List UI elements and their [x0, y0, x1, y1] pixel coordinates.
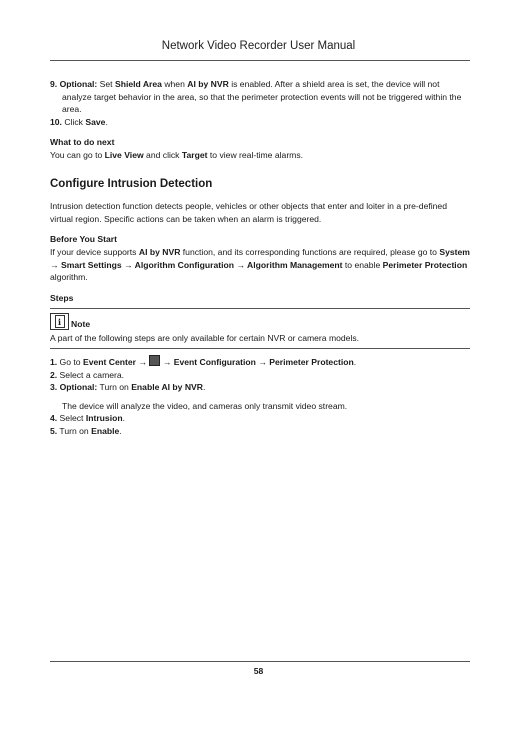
term: Live View [104, 149, 144, 160]
step-9 [50, 78, 470, 116]
step-1 [50, 355, 470, 369]
step-number: 4. [50, 413, 58, 424]
step-term: AI by NVR [187, 79, 229, 89]
step-text: . [122, 413, 125, 424]
step-term: Intrusion [85, 413, 123, 424]
menu-path: System → Smart Settings → Algorithm Configuration → Algorithm Management [50, 246, 470, 270]
note-text: A part of the following steps are only available for certain NVR or camera models. [50, 333, 360, 344]
step-2 [50, 369, 470, 382]
text: function, and its corresponding functions are required, please go to [180, 246, 440, 257]
term: Target [181, 149, 208, 160]
step-text: when [161, 79, 188, 89]
step-text: is enabled. After a shield area is set, the device will not analyze target behavior in the area, so that the perimeter protection events will not be triggered within the area. [62, 79, 462, 115]
step-text: . [105, 116, 108, 127]
step-term: Save [85, 116, 106, 127]
before-text [50, 246, 470, 284]
step-10 [50, 116, 470, 129]
step-text: . [353, 356, 357, 367]
step-text: Turn on [97, 382, 132, 393]
step-term: Enable AI by NVR [131, 382, 203, 393]
what-next-text [50, 149, 470, 162]
step-number: 3. [50, 382, 58, 393]
page-content [50, 78, 470, 437]
step-text: Go to [57, 356, 83, 367]
page-header-title: Network Video Recorder User Manual [161, 40, 356, 52]
step-5 [50, 425, 470, 438]
menu-path: → Event Configuration → Perimeter Protection [160, 356, 354, 367]
optional-label: Optional: [59, 79, 98, 89]
step-text: Select a camera. [57, 369, 125, 380]
step-text: Click [61, 116, 86, 127]
step-number: 5. [50, 425, 58, 436]
steps-list [50, 355, 470, 438]
step-text: . [119, 425, 122, 436]
menu-path: Event Center → [82, 356, 150, 367]
header-divider [50, 60, 470, 61]
text: to enable [342, 259, 383, 270]
note-label: Note [71, 318, 91, 329]
step-3 [50, 381, 470, 394]
text: You can go to [50, 149, 105, 160]
term: Perimeter Protection [382, 259, 468, 270]
step-term: Shield Area [114, 79, 162, 89]
text: to view real-time alarms. [207, 149, 304, 160]
step-text: Turn on [57, 425, 92, 436]
note-header [50, 313, 470, 330]
page-number: 58 [253, 666, 264, 676]
footer-divider [50, 661, 470, 662]
steps-heading: Steps [50, 292, 74, 303]
text: and click [143, 149, 182, 160]
text: If your device supports [50, 246, 139, 257]
step-number: 10. [50, 116, 62, 127]
before-heading: Before You Start [50, 234, 118, 245]
step-number: 1. [50, 356, 58, 367]
step-4 [50, 412, 470, 425]
section-intro: Intrusion detection function detects people, vehicles or other objects that enter and loiter in a pre-defined virtual region. Specific actions can be taken when an alarm is triggered. [50, 201, 447, 224]
step-text: . [203, 382, 206, 393]
step-text: Set [97, 79, 115, 89]
step-term: Enable [91, 425, 120, 436]
step-3-detail: The device will analyze the video, and cameras only transmit video stream. [62, 400, 348, 411]
step-number: 2. [50, 369, 58, 380]
text: algorithm. [50, 272, 88, 283]
section-title: Configure Intrusion Detection [50, 177, 213, 190]
what-next-heading: What to do next [50, 137, 115, 148]
optional-label: Optional: [59, 382, 98, 393]
step-text: Select [57, 413, 86, 424]
note-box [50, 308, 470, 349]
info-icon: i [50, 313, 69, 330]
event-config-icon [149, 355, 160, 366]
step-number: 9. [50, 79, 58, 89]
term: AI by NVR [138, 246, 181, 257]
